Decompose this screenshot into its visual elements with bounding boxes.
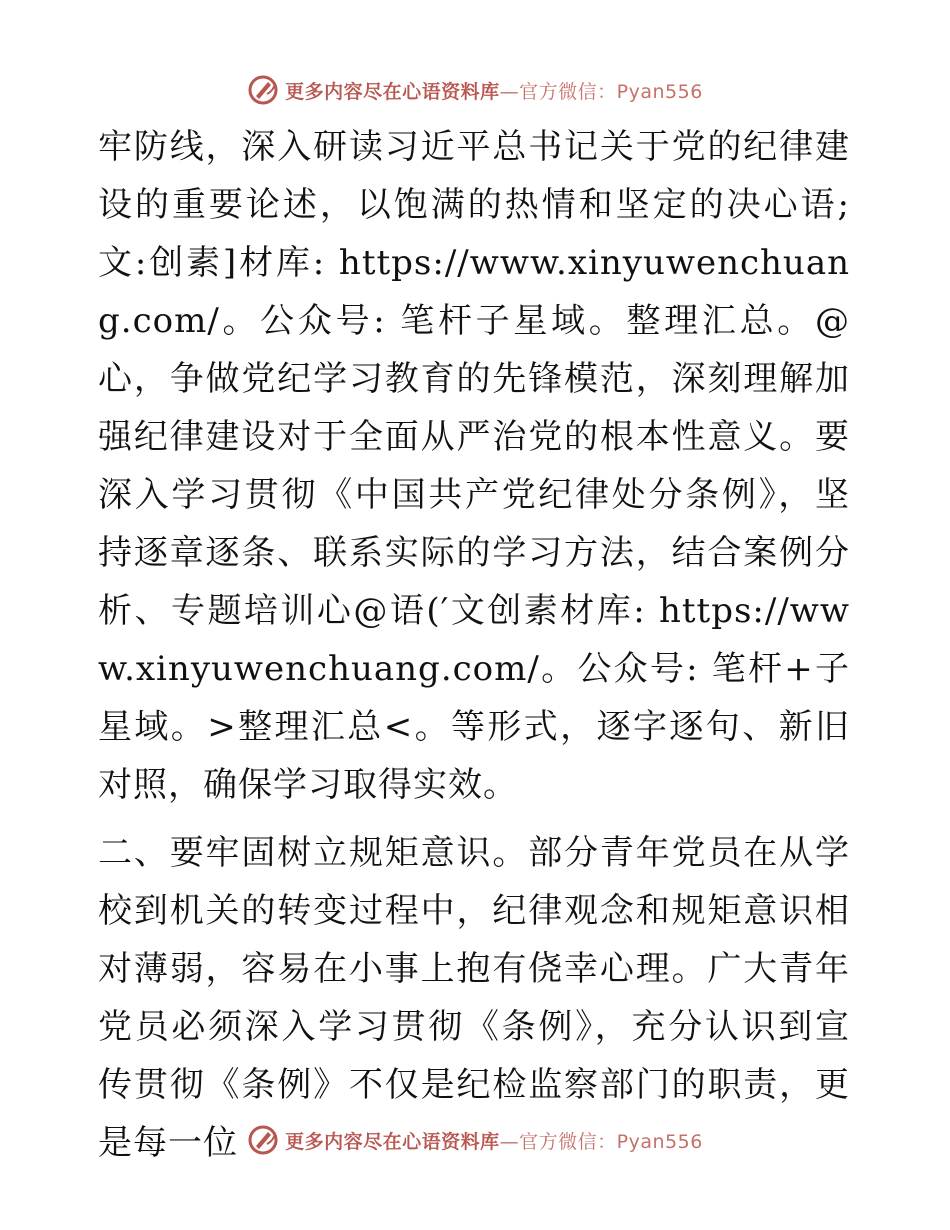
quill-pen-logo-icon xyxy=(247,1124,279,1156)
header-banner-text xyxy=(285,77,703,104)
quill-pen-logo-icon xyxy=(247,74,279,106)
footer-banner-text xyxy=(285,1127,703,1154)
footer-banner-sub: —官方微信：Pyan556 xyxy=(499,1130,703,1153)
footer-banner xyxy=(0,1120,950,1160)
body-paragraph-1: 牢防线，深入研读习近平总书记关于党的纪律建设的重要论述，以饱满的热情和坚定的决心语;文:创素]材库: https://www.xinyuwenchuang.com/。公众号: 笔杆子星域。整理汇总。@心，争做党纪学习教育的先锋模范，深刻理解加强纪律建设对于全面从严治党的根本性意义。要深入学习贯彻《中国共产党纪律处分条例》，坚持逐章逐条、联系实际的学习方法，结合案例分析、专题培训心@语(′文创素材库: https://www.xinyuwenchuang.com/。公众号: 笔杆+子星域。>整理汇总<。等形式，逐字逐句、新旧对照，确保学习取得实效。 xyxy=(98,127,850,805)
header-banner xyxy=(0,70,950,110)
footer-banner-main: 更多内容尽在心语资料库 xyxy=(285,1130,500,1153)
body-paragraph-2: 二、要牢固树立规矩意识。部分青年党员在从学校到机关的转变过程中，纪律观念和规矩意识相对薄弱，容易在小事上抱有侥幸心理。广大青年党员必须深入学习贯彻《条例》，充分认识到宣传贯彻《条例》不仅是纪检监察部门的职责，更是每一位 xyxy=(98,833,850,1163)
document-body xyxy=(98,118,850,1172)
header-banner-main: 更多内容尽在心语资料库 xyxy=(285,80,500,103)
header-banner-sub: —官方微信：Pyan556 xyxy=(499,80,703,103)
